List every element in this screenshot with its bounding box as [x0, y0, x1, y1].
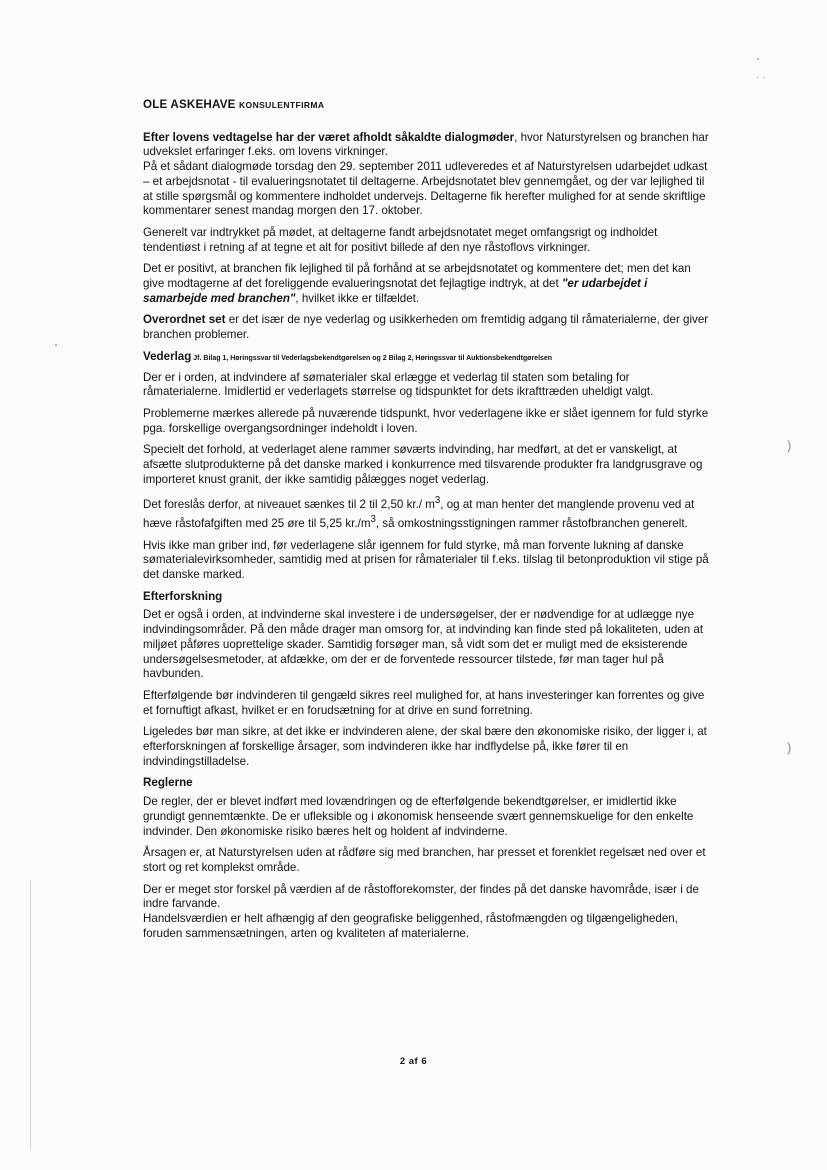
paragraph-efterforskning-2: Efterfølgende bør indvinderen til gengæld sikres reel mulighed for, at hans investeringer kan forrentes og give et fornuftigt afkast, hvilket er en forudsætning for at drive en sund forretning.: [143, 688, 705, 717]
scan-mark-paren: ): [787, 438, 792, 453]
paragraph-vederlag-4: [143, 494, 709, 531]
paragraph-vederlag-5: Hvis ikke man griber ind, før vederlagene slår igennem for fuld styrke, må man forvente lukning af danske sømaterialevirksomheder, samtidig med at prisen for råmaterialer til f.eks. tilslag til betonproduktion vil stige på det danske marked.: [143, 538, 709, 581]
letterhead-name: OLE ASKEHAVE: [143, 98, 236, 111]
paragraph-vederlag-3: Specielt det forhold, at vederlaget alene rammer søværts indvinding, har medført, at det er vanskeligt, at afsætte slutprodukterne på det danske marked i konkurrence med tilsvarende produkter fra landgrusgrave og importeret knust granit, der ikke samtidig pålægges noget vederlag.: [143, 443, 703, 486]
scan-speck: [55, 344, 57, 346]
scan-mark-paren: ): [787, 740, 792, 755]
positivt-quote: "er udarbejdet i samarbejde med branchen": [143, 277, 648, 305]
document-body: [143, 98, 709, 948]
paragraph-efterforskning-3: Ligeledes bør man sikre, at det ikke er indvinderen alene, der skal bære den økonomiske risiko, der ligger i, at efterforskningen af forskellige årsager, som indvinderen ikke har indflydelse på, ikke fører til en indvindingstilladelse.: [143, 725, 707, 768]
letterhead-suffix: KONSULENTFIRMA: [239, 100, 325, 110]
letterhead: [143, 98, 709, 113]
scan-speck: [757, 58, 759, 60]
vederlag-heading: Vederlag: [143, 349, 192, 363]
superscript-3: 3: [434, 495, 441, 507]
paragraph-reglerne-1: De regler, der er blevet indført med lovændringen og de efterfølgende bekendtgørelser, er imidlertid ikke grundigt gennemtænkte. De er ufleksible og i økonomisk henseende svært gennemskuelige for den enkelte indvinder. Den økonomiske risiko bæres helt og holdent af indvinderne.: [143, 795, 694, 838]
intro-lead: Efter lovens vedtagelse har der været afholdt såkaldte dialogmøder: [143, 130, 515, 144]
paragraph-positivt: [143, 262, 709, 306]
paragraph-reglerne-2: Årsagen er, at Naturstyrelsen uden at rådføre sig med branchen, har presset et forenklet regelsæt ned over et stort og ret komplekst område.: [143, 846, 706, 874]
vederlag-4-c: , så omkostningsstigningen rammer råstofbranchen generelt.: [375, 516, 688, 530]
superscript-3: 3: [370, 514, 376, 526]
paragraph-intro: [143, 131, 709, 160]
positivt-end: , hvilket ikke er tilfældet.: [295, 291, 420, 305]
scan-edge-line: [30, 880, 31, 1150]
paragraph-vederlag-2: Problemerne mærkes allerede på nuværende tidspunkt, hvor vederlagene ikke er slået igennem for fuld styrke pga. forskellige overgangsordninger indeholdt i loven.: [143, 406, 709, 435]
section-heading-reglerne: Reglerne: [143, 776, 193, 790]
scan-mark-corner: · ·: [756, 72, 766, 83]
intro-rest: , hvor Naturstyrelsen og branchen har udvekslet erfaringer f.eks. om lovens virkninger.: [143, 130, 709, 159]
paragraph-indtryk: Generelt var indtrykket på mødet, at deltagerne fandt arbejdsnotatet meget omfangsrigt og indholdet tendentiøst i retning af at tegne et alt for positivt billede af den nye råstoflovs virkninger.: [143, 225, 658, 254]
vederlag-4-b: , og at man henter det manglende provenu ved at hæve råstofafgiften med 25 øre til 5,25 kr./m: [143, 498, 695, 530]
overordnet-rest: er det især de nye vederlag og usikkerheden om fremtidig adgang til råmaterialerne, der giver branchen problemer.: [143, 313, 709, 342]
paragraph-vederlag-1: Der er i orden, at indvindere af sømaterialer skal erlægge et vederlag til staten som betaling for råmaterialerne. Imidlertid er vederlagets størrelse og tidspunktet for dets ikrafttræden uheldigt valgt.: [143, 370, 654, 399]
paragraph-reglerne-3: Der er meget stor forskel på værdien af de råstofforekomster, der findes på det danske havområde, især i de indre farvande.: [143, 882, 699, 911]
paragraph-dialogmoede: På et sådant dialogmøde torsdag den 29. september 2011 udleveredes et af Naturstyrelsen udarbejdet udkast – et arbejdsnotat - til evalueringsnotatet til deltagerne. Arbejdsnotatet blev gennemgået, og der var lejlighed til at stille spørgsmål og kommentere indholdet undervejs. Deltagerne fik herefter mulighed for at sende skriftlige kommentarer senest mandag morgen den 17. oktober.: [143, 160, 708, 218]
page-number: 2 af 6: [399, 1056, 428, 1067]
paragraph-reglerne-4: Handelsværdien er helt afhængig af den geografiske beliggenhed, råstofmængden og tilgængeligheden, foruden sammensætningen, arten og kvaliteten af materialerne.: [143, 912, 678, 940]
vederlag-4-a: Det foreslås derfor, at niveauet sænkes til 2 til 2,50 kr./ m: [143, 498, 435, 512]
paragraph-overordnet: [143, 313, 709, 342]
section-heading-vederlag: [143, 350, 709, 367]
overordnet-lead: Overordnet set: [143, 313, 226, 327]
positivt-text: Det er positivt, at branchen fik lejlighed til på forhånd at se arbejdsnotatet og kommentere det; men det kan give modtagerne af det foreliggende evalueringsnotat det fejlagtige indtryk, at det: [143, 262, 691, 291]
paragraph-efterforskning-1: Det er også i orden, at indvinderne skal investere i de undersøgelser, der er nødvendige for at udlægge nye indvindingsområder. På den måde drager man omsorg for, at indvinding kan finde sted på lokaliteten, uden at miljøet påføres uoprettelige skader. Samtidig forsøger man, så vidt som det er muligt med de eksisterende undersøgelsesmetoder, at afdække, om der er de forventede ressourcer tilstede, før man tager hul på havbunden.: [143, 608, 704, 681]
vederlag-reference: Jf. Bilag 1, Høringssvar til Vederlagsbekendtgørelsen og 2 Bilag 2, Høringssvar til Auktionsbekendtgørelsen: [191, 354, 553, 362]
section-heading-efterforskning: Efterforskning: [143, 589, 223, 603]
